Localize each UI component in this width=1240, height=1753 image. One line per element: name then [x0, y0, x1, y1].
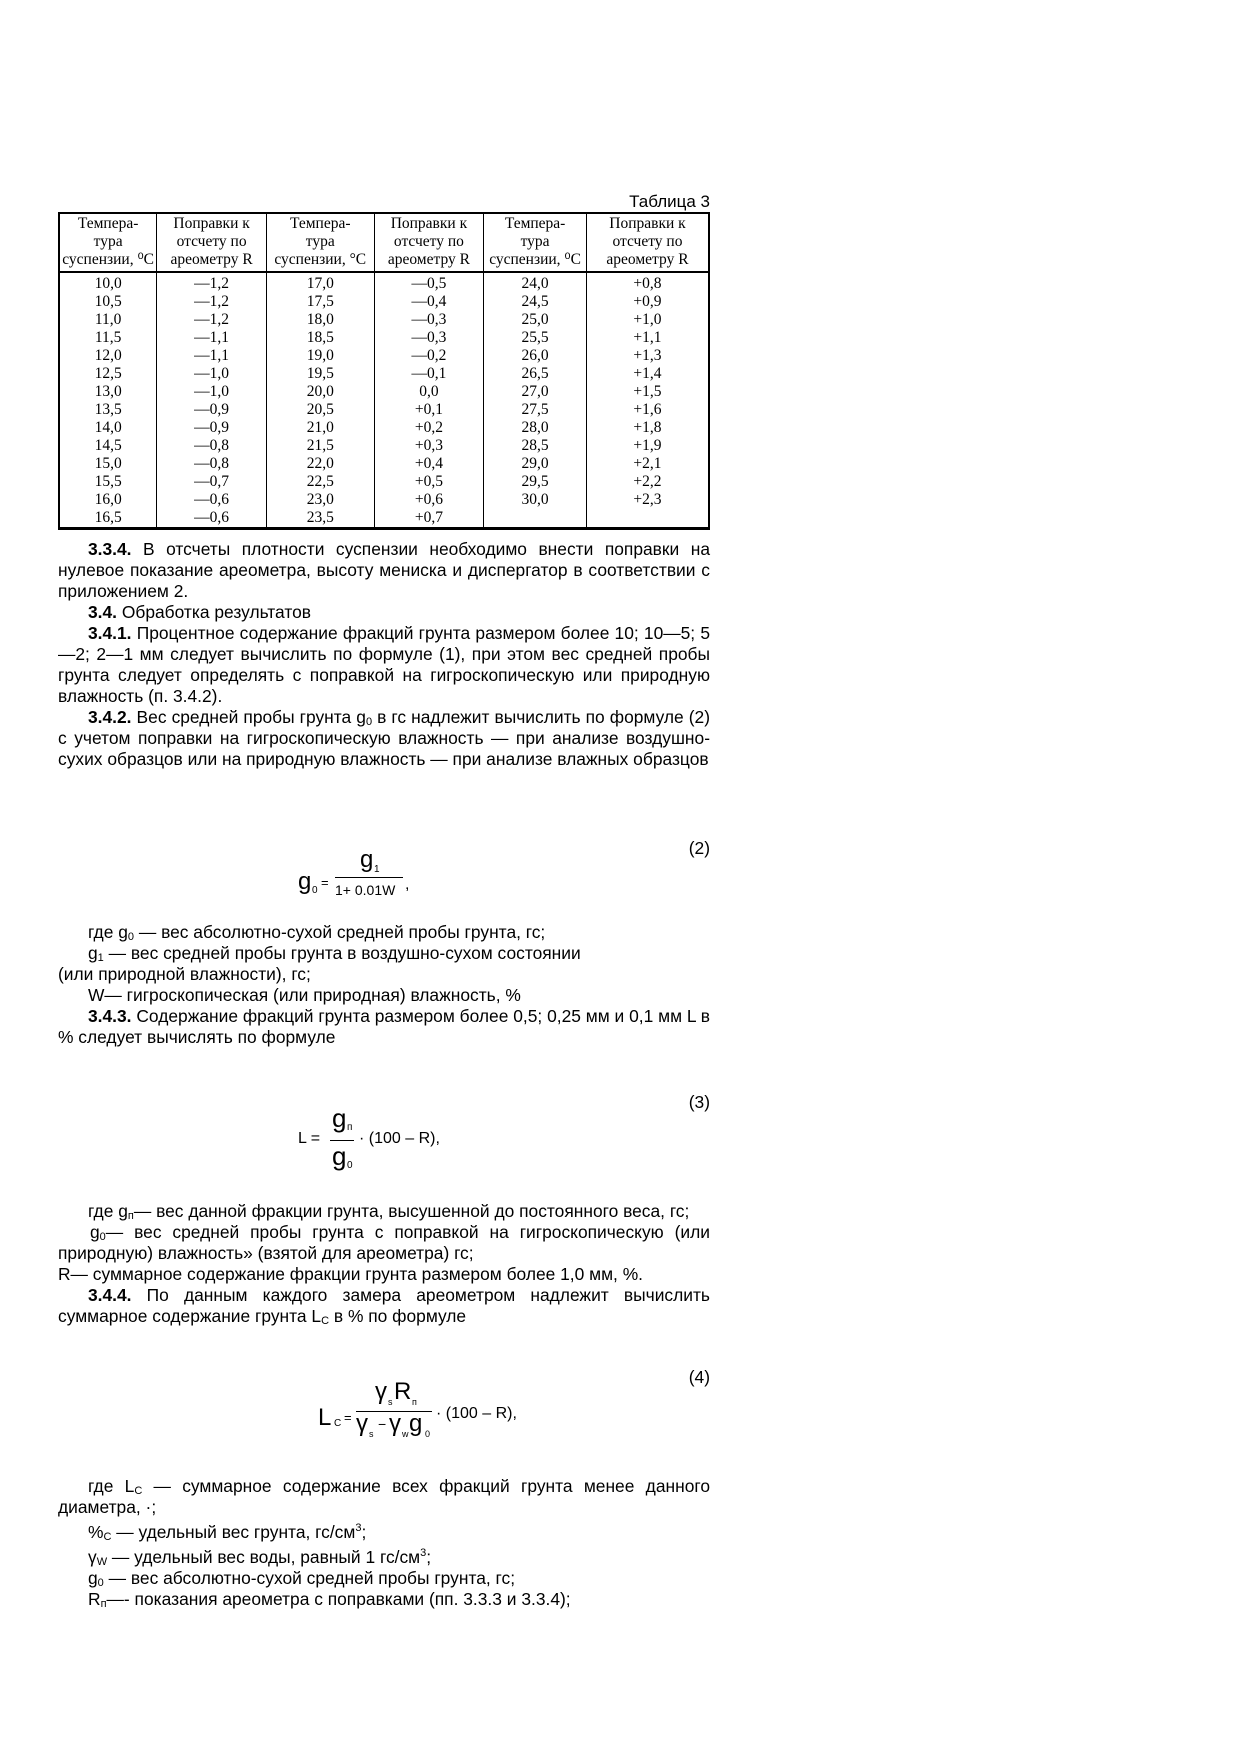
table-cell: —0,3	[374, 311, 484, 329]
table-cell: 13,0	[59, 383, 157, 401]
fraction-bar	[335, 877, 403, 878]
header-line: тура	[93, 233, 123, 250]
table-cell: +0,2	[374, 419, 484, 437]
table-row	[59, 383, 709, 401]
table-row	[59, 311, 709, 329]
table-cell: 21,0	[266, 419, 374, 437]
table-cell: 20,5	[266, 401, 374, 419]
table-cell: +1,4	[586, 365, 709, 383]
table-cell: —0,2	[374, 347, 484, 365]
table-row	[59, 437, 709, 455]
table-row	[59, 272, 709, 293]
header-line: суспензии, ⁰С	[62, 251, 155, 268]
legend-gamma-s: $\%_C$ — удельный вес грунта, $гс/см^3$;	[88, 1522, 367, 1543]
table-cell: +0,5	[374, 473, 484, 491]
table-cell: 24,5	[484, 293, 587, 311]
table-cell: 16,5	[59, 509, 157, 529]
table-cell: 17,0	[266, 272, 374, 293]
table-cell: +0,7	[374, 509, 484, 529]
table-cell: —0,4	[374, 293, 484, 311]
table-cell: —1,2	[157, 293, 267, 311]
table-cell: 22,0	[266, 455, 374, 473]
header-line: суспензии, °С	[274, 251, 367, 268]
paragraph-3-3-4: 3.3.4. В отсчеты плотности суспензии необходимо внести поправки на нулевое показание ареометра, высоту мениска и диспергатор в соответствии с приложением 2.	[58, 539, 710, 601]
table-cell: 14,5	[59, 437, 157, 455]
legend-g1-cont: (или природной влажности), гс;	[58, 964, 311, 984]
table-cell: 12,0	[59, 347, 157, 365]
table-cell: 15,5	[59, 473, 157, 491]
table-cell: 23,0	[266, 491, 374, 509]
table-cell: +2,3	[586, 491, 709, 509]
table-cell: —0,9	[157, 419, 267, 437]
legend-rn: $R_п—-$ показания ареометра с поправками (пп. 3.3.3 и 3.3.4);	[88, 1589, 571, 1610]
table-cell: —1,2	[157, 272, 267, 293]
table-cell: 25,0	[484, 311, 587, 329]
table-cell: —0,3	[374, 329, 484, 347]
header-line: Поправки к	[390, 215, 468, 232]
paragraph-3-4-2: 3.4.2. Вес средней пробы грунта $g_0$ в гс надлежит вычислить по формуле (2) с учетом поправки на гигроскопическую влажность — при анализе воздушно-сухих образцов или на природную влажность — при анализе влажных образцов	[58, 707, 711, 769]
table-row	[59, 329, 709, 347]
formula-2: g 0 = g 1 1+ 0.01W ,	[298, 846, 410, 898]
table-cell: —0,6	[157, 509, 267, 529]
table-row	[59, 509, 709, 529]
table-header-cell	[266, 213, 374, 272]
header-line: отсчету по	[612, 233, 683, 250]
table-cell: 26,5	[484, 365, 587, 383]
legend-g1: $g_1$ — вес средней пробы грунта в воздушно-сухом состоянии	[88, 943, 581, 964]
table-cell: —0,7	[157, 473, 267, 491]
table-cell: 29,0	[484, 455, 587, 473]
table-cell: +0,9	[586, 293, 709, 311]
table-cell: —1,1	[157, 347, 267, 365]
table-header-cell	[374, 213, 484, 272]
header-line: отсчету по	[393, 233, 464, 250]
table-cell: +1,3	[586, 347, 709, 365]
table-cell	[586, 509, 709, 529]
header-line: ареометру R	[606, 251, 689, 268]
legend-gn: где $g_п—$ вес данной фракции грунта, высушенной до постоянного веса, гс;	[88, 1201, 690, 1222]
table-cell: —0,9	[157, 401, 267, 419]
table-cell: —1,0	[157, 365, 267, 383]
table-cell	[484, 509, 587, 529]
paragraph-3-4-4: 3.4.4. По данным каждого замера ареометром надлежит вычислить суммарное содержание грунта $L_C$ в % по формуле	[58, 1285, 710, 1327]
legend-gamma-w: $\gamma_W$ — удельный вес воды, равный 1 $гс/см^3$;	[88, 1547, 432, 1568]
legend-w: W— гигроскопическая (или природная) влажность, %	[88, 985, 521, 1005]
table-cell: —0,8	[157, 437, 267, 455]
table-cell: 21,5	[266, 437, 374, 455]
table-cell: 19,0	[266, 347, 374, 365]
table-cell: 20,0	[266, 383, 374, 401]
correction-table	[58, 212, 710, 530]
table-cell: 29,5	[484, 473, 587, 491]
header-line: суспензии, ⁰С	[489, 251, 581, 268]
table-header-cell	[484, 213, 587, 272]
table-row	[59, 293, 709, 311]
equation-number-3: (3)	[688, 1092, 710, 1112]
table-row	[59, 347, 709, 365]
section-where-2-and-3-4-3	[58, 922, 710, 1048]
table-cell: +1,1	[586, 329, 709, 347]
legend-r: R— суммарное содержание фракции грунта размером более 1,0 мм, %.	[58, 1264, 644, 1284]
table-cell: 27,0	[484, 383, 587, 401]
table-row	[59, 419, 709, 437]
table-cell: +2,1	[586, 455, 709, 473]
table-cell: —1,2	[157, 311, 267, 329]
legend-lc: где $L_C$ — суммарное содержание всех фракций грунта менее данного диаметра, ·;	[58, 1476, 711, 1517]
table-cell: +1,0	[586, 311, 709, 329]
table-cell: —0,6	[157, 491, 267, 509]
header-line: тура	[520, 233, 550, 250]
section-3-3-4-to-3-4-2	[58, 539, 710, 770]
section-where-4	[58, 1476, 710, 1610]
paragraph-3-4-1: 3.4.1. Процентное содержание фракций грунта размером более 10; 10—5; 5—2; 2—1 мм следует вычислить по формуле (1), при этом вес средней пробы грунта следует определять с поправкой на гигроскопическую или природную влажность (п. 3.4.2).	[58, 623, 710, 706]
table-cell: +1,6	[586, 401, 709, 419]
section-where-3-and-3-4-4	[58, 1201, 710, 1327]
table-cell: —0,5	[374, 272, 484, 293]
table-body	[59, 272, 709, 529]
formula-3: L = g п g 0 · (100 – R),	[298, 1103, 440, 1171]
table-cell: 16,0	[59, 491, 157, 509]
heading-3-4: 3.4. Обработка результатов	[88, 602, 312, 622]
legend-g0-corrected: $g_0—$ вес средней пробы грунта с поправкой на гигроскопическую (или природную) влажность» (взятой для ареометра) гс;	[58, 1222, 710, 1263]
paragraph-3-4-3: 3.4.3. Содержание фракций грунта размером более 0,5; 0,25 мм и 0,1 мм L в % следует вычислять по формуле	[58, 1006, 710, 1047]
equation-number-2: (2)	[688, 838, 710, 858]
table-cell: +1,9	[586, 437, 709, 455]
header-line: Поправки к	[173, 215, 250, 232]
table-caption: Таблица 3	[629, 192, 710, 211]
table-row	[59, 455, 709, 473]
table-cell: 26,0	[484, 347, 587, 365]
table-cell: +0,1	[374, 401, 484, 419]
table-cell: +1,5	[586, 383, 709, 401]
table-cell: —1,1	[157, 329, 267, 347]
table-cell: 14,0	[59, 419, 157, 437]
table-cell: —0,8	[157, 455, 267, 473]
table-cell: 12,5	[59, 365, 157, 383]
header-line: тура	[305, 233, 335, 250]
table-header-cell	[586, 213, 709, 272]
header-line: отсчету по	[176, 233, 247, 250]
table-cell: 28,0	[484, 419, 587, 437]
table-cell: 11,0	[59, 311, 157, 329]
table-cell: 30,0	[484, 491, 587, 509]
table-cell: 10,5	[59, 293, 157, 311]
table-cell: 18,5	[266, 329, 374, 347]
table-cell: +0,4	[374, 455, 484, 473]
formula-4: L C = γ s R п γ s − γ w g 0 · (100 – R),	[318, 1378, 517, 1439]
table-cell: 17,5	[266, 293, 374, 311]
header-line: ареометру R	[387, 251, 470, 268]
table-cell: 23,5	[266, 509, 374, 529]
table-cell: +0,6	[374, 491, 484, 509]
table-cell: +1,8	[586, 419, 709, 437]
table-cell: 28,5	[484, 437, 587, 455]
header-line: Темпера-	[504, 215, 566, 232]
table-cell: +0,3	[374, 437, 484, 455]
header-line: Темпера-	[289, 215, 351, 232]
table-cell: 15,0	[59, 455, 157, 473]
table-cell: 24,0	[484, 272, 587, 293]
table-cell: 19,5	[266, 365, 374, 383]
table-cell: 22,5	[266, 473, 374, 491]
table-row	[59, 491, 709, 509]
table-cell: 18,0	[266, 311, 374, 329]
equation-number-4: (4)	[688, 1367, 710, 1387]
table-cell: 10,0	[59, 272, 157, 293]
table-row	[59, 401, 709, 419]
table-cell: —0,1	[374, 365, 484, 383]
table-header-cell	[157, 213, 267, 272]
table-cell: 0,0	[374, 383, 484, 401]
table-row	[59, 365, 709, 383]
table-cell: +0,8	[586, 272, 709, 293]
table-header-row	[59, 213, 709, 272]
table-cell: 13,5	[59, 401, 157, 419]
legend-g0-dry: $g_0$ — вес абсолютно-сухой средней пробы грунта, гс;	[88, 1568, 516, 1589]
header-line: ареометру R	[170, 251, 253, 268]
header-line: Темпера-	[77, 215, 139, 232]
table-cell: 25,5	[484, 329, 587, 347]
legend-g0: где $g_0$ — вес абсолютно-сухой средней пробы грунта, гс;	[88, 922, 546, 943]
table-cell: +2,2	[586, 473, 709, 491]
table-cell: 11,5	[59, 329, 157, 347]
header-line: Поправки к	[609, 215, 686, 232]
table-cell: —1,0	[157, 383, 267, 401]
table-header-cell	[59, 213, 157, 272]
table-cell: 27,5	[484, 401, 587, 419]
table-row	[59, 473, 709, 491]
